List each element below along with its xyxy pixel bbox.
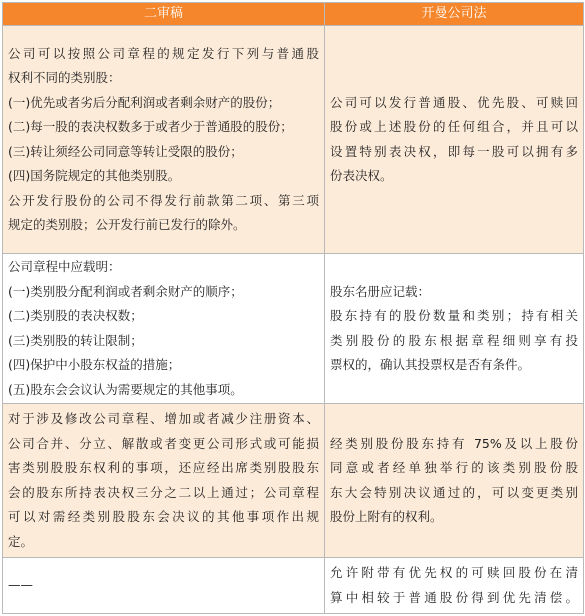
cayman-line: 股东持有的股份数量和类别；持有相关: [330, 308, 578, 323]
draft-cell: [3, 254, 325, 404]
table-row: [3, 558, 584, 614]
comparison-table: [2, 2, 584, 614]
draft-line: 公开发行股份的公司不得发行前款第二项、第三项: [8, 192, 319, 208]
table-row: [3, 404, 584, 558]
draft-line: 规定的类别股；公开发行前已发行的除外。: [8, 217, 246, 232]
cayman-cell: [325, 254, 584, 404]
cayman-line: 经类别股份股东持有 75%及以上股份: [330, 435, 578, 451]
draft-line: (四)国务院规定的其他类别股。: [8, 168, 181, 183]
cayman-cell: [325, 558, 584, 614]
cayman-line: 份表决权。: [330, 168, 393, 183]
cayman-line: 类别股份的股东根据章程细则享有投: [330, 332, 578, 348]
table-row: [3, 254, 584, 404]
draft-line: (三)转让须经公司同意等转让受限的股份；: [8, 143, 243, 159]
cayman-line: 股份上附有的权利。: [330, 509, 443, 524]
cayman-cell: [325, 26, 584, 254]
table-row: [3, 26, 584, 254]
cayman-line: 票权的，确认其投票权是否有条件。: [330, 357, 531, 372]
cayman-line: 股份或上述股份的任何组合，并且可以: [330, 119, 578, 134]
draft-line: 害类别股股东权利的事项，还应经出席类别股股东: [8, 460, 319, 475]
cayman-line: 设置特别表决权，即每一股可以拥有多: [330, 143, 578, 159]
draft-line: 定。: [8, 533, 34, 549]
draft-line: (三)类别股的转让限制；: [8, 332, 143, 348]
draft-cell: [3, 404, 325, 558]
draft-line: (四)保护中小股东权益的措施；: [8, 357, 181, 372]
draft-line: (二)类别股的表决权数；: [8, 308, 143, 323]
draft-line: 可以对需经类别股股东会决议的其他事项作出规: [8, 509, 319, 524]
cayman-cell: [325, 404, 584, 558]
cayman-line: 公司可以发行普通股、优先股、可赎回: [330, 94, 578, 110]
draft-cell: [3, 26, 325, 254]
draft-line: (五)股东会会议认为需要规定的其他事项。: [8, 381, 243, 397]
cayman-line: 算中相较于普通股份得到优先清偿。: [330, 589, 578, 605]
empty-dash: ——: [8, 577, 33, 593]
cayman-line: 允许附带有优先权的可赎回股份在清: [330, 565, 578, 580]
draft-line: 公司可以按照公司章程的规定发行下列与普通股: [8, 45, 319, 61]
header-row: [3, 3, 584, 26]
draft-line: (一)优先或者劣后分配利润或者剩余财产的股份；: [8, 94, 281, 110]
cayman-line: 股东名册应记载：: [330, 283, 431, 299]
draft-line: 权利不同的类别股：: [8, 70, 121, 85]
draft-line: (一)类别股分配利润或者剩余财产的顺序；: [8, 283, 243, 299]
cayman-line: 东大会特别决议通过的，可以变更类别: [330, 484, 578, 500]
cayman-line: 同意或者经单独举行的该类别股份股: [330, 460, 578, 475]
draft-line: 会的股东所持表决权三分之二以上通过；公司章程: [8, 484, 319, 500]
header-cayman-law: 开曼公司法: [325, 3, 584, 26]
header-second-draft: 二审稿: [3, 3, 325, 26]
draft-line: 对于涉及修改公司章程、增加或者减少注册资本、: [8, 411, 319, 426]
draft-line: (二)每一股的表决权数多于或者少于普通股的股份；: [8, 119, 293, 134]
draft-cell: [3, 558, 325, 614]
draft-line: 公司合并、分立、解散或者变更公司形式或可能损: [8, 435, 319, 451]
draft-line: 公司章程中应载明：: [8, 259, 121, 274]
